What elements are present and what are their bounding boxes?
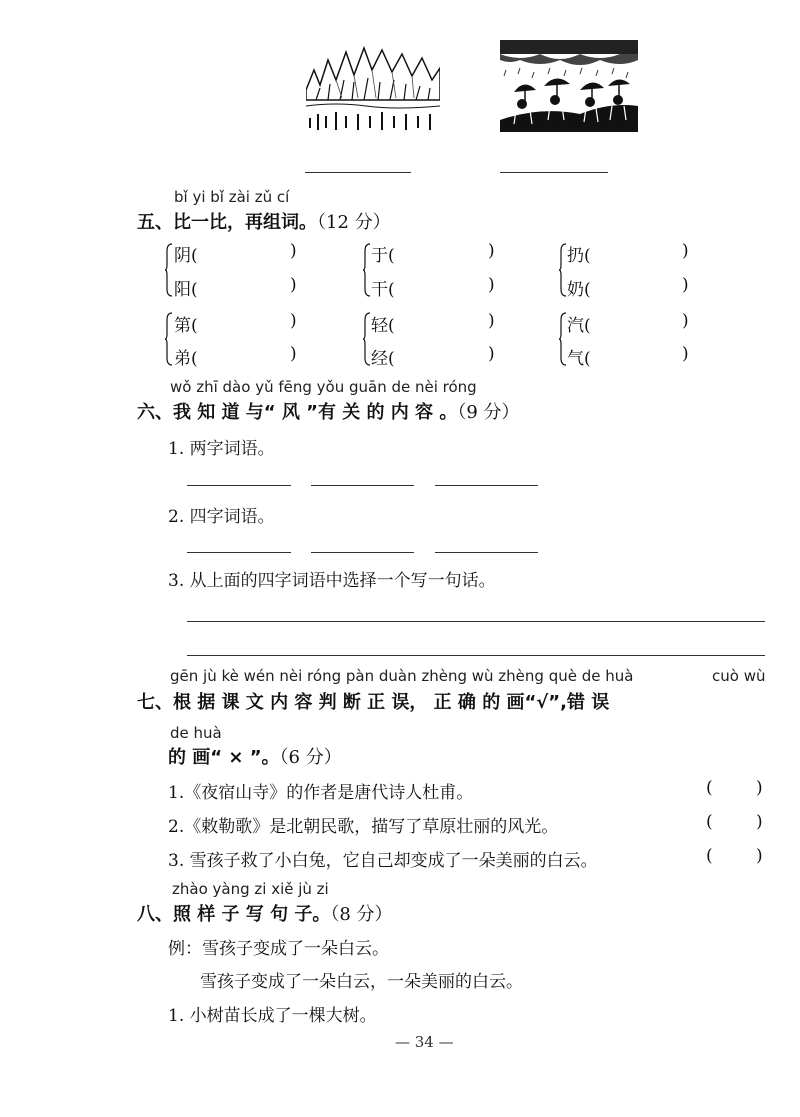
section6-score: （9 分） [457, 402, 520, 423]
judgement-item-3: 3. 雪孩子救了小白兔，它自己却变成了一朵美丽的白云。 [168, 851, 598, 871]
section7-pinyin-1: gēn jù kè wén nèi róng pàn duàn zhèng wù zhèng què de huà [170, 667, 634, 685]
sentence-answer-line-2[interactable] [187, 655, 765, 656]
section7-title-line1: 七、根 据 课 文 内 容 判 断 正 误， 正 确 的 画“√”,错 误 [137, 692, 610, 713]
section6-pinyin: wǒ zhī dào yǔ fēng yǒu guān de nèi róng [170, 378, 477, 396]
judgement-item-3-paren-open[interactable]: ( [706, 846, 713, 866]
image-answer-line-1[interactable] [305, 172, 411, 173]
four-char-answer-line-3[interactable] [435, 552, 538, 553]
two-char-answer-line-1[interactable] [187, 485, 291, 486]
group6-a-close: ) [682, 311, 689, 331]
page-number: — 34 — [395, 1033, 454, 1051]
section8-title [137, 900, 393, 926]
brace-3 [559, 243, 567, 297]
judgement-item-3-paren-close[interactable]: ) [756, 846, 763, 866]
group1-b: 阳( [174, 280, 198, 300]
section6-q1: 1. 两字词语。 [168, 439, 275, 459]
section7-pinyin-2: de huà [170, 724, 222, 742]
group3-a-close: ) [682, 241, 689, 261]
section8-pinyin: zhào yàng zi xiě jù zi [172, 880, 329, 898]
brace-1 [165, 243, 173, 297]
example-answer: 雪孩子变成了一朵白云，一朵美丽的白云。 [200, 972, 523, 992]
section7-pinyin-1b: cuò wù [712, 667, 766, 685]
section6-q3: 3. 从上面的四字词语中选择一个写一句话。 [168, 571, 496, 591]
group3-a: 扔( [567, 246, 591, 266]
rain-children-umbrella-illustration [500, 40, 638, 132]
four-char-answer-line-1[interactable] [187, 552, 291, 553]
group5-a: 轻( [371, 316, 395, 336]
group3-b-close: ) [682, 275, 689, 295]
example-label: 例：雪孩子变成了一朵白云。 [168, 939, 389, 959]
section8-title-text: 八、照 样 子 写 句 子。 [137, 904, 331, 925]
section5-title-text: 五、比一比，再组词。 [137, 212, 317, 233]
group2-b: 干( [371, 280, 395, 300]
section8-q1: 1. 小树苗长成了一棵大树。 [168, 1006, 377, 1026]
brace-4 [165, 312, 173, 366]
group2-a: 于( [371, 246, 395, 266]
two-char-answer-line-2[interactable] [311, 485, 414, 486]
section6-title-text: 六、我 知 道 与“ 风 ”有 关 的 内 容 。 [137, 402, 458, 423]
group2-a-close: ) [488, 241, 495, 261]
judgement-item-2-paren-close[interactable]: ) [756, 812, 763, 832]
group3-b: 奶( [567, 280, 591, 300]
group2-b-close: ) [488, 275, 495, 295]
group5-a-close: ) [488, 311, 495, 331]
group1-a: 阴( [174, 246, 198, 266]
group6-b-close: ) [682, 344, 689, 364]
brace-5 [363, 312, 371, 366]
mountain-illustration [306, 40, 440, 132]
section5-score: （12 分） [317, 212, 391, 233]
judgement-item-1: 1.《夜宿山寺》的作者是唐代诗人杜甫。 [168, 783, 474, 803]
group6-b: 气( [567, 349, 591, 369]
brace-6 [559, 312, 567, 366]
judgement-item-2-paren-open[interactable]: ( [706, 812, 713, 832]
section8-score: （8 分） [330, 904, 393, 925]
section6-q2: 2. 四字词语。 [168, 507, 275, 527]
judgement-item-2: 2.《敕勒歌》是北朝民歌，描写了草原壮丽的风光。 [168, 817, 559, 837]
section5-title [137, 208, 391, 234]
judgement-item-1-paren-open[interactable]: ( [706, 778, 713, 798]
group5-b: 经( [371, 349, 395, 369]
group4-a: 第( [174, 316, 198, 336]
section7-title-text: 的 画“ × ”。 [168, 747, 280, 768]
four-char-answer-line-2[interactable] [311, 552, 414, 553]
section6-title [137, 398, 520, 424]
judgement-item-1-paren-close[interactable]: ) [756, 778, 763, 798]
section7-title-line2 [168, 743, 342, 769]
group1-b-close: ) [290, 275, 297, 295]
two-char-answer-line-3[interactable] [435, 485, 538, 486]
group5-b-close: ) [488, 344, 495, 364]
rain-illustration [500, 40, 638, 132]
section7-score: （6 分） [279, 747, 342, 768]
group4-b: 弟( [174, 349, 198, 369]
brace-2 [363, 243, 371, 297]
sentence-answer-line-1[interactable] [187, 621, 765, 622]
section5-pinyin: bǐ yi bǐ zài zǔ cí [174, 188, 290, 206]
image-answer-line-2[interactable] [500, 172, 608, 173]
group6-a: 汽( [567, 316, 591, 336]
group4-b-close: ) [290, 344, 297, 364]
group1-a-close: ) [290, 241, 297, 261]
mountain-landscape-illustration [306, 40, 440, 132]
group4-a-close: ) [290, 311, 297, 331]
